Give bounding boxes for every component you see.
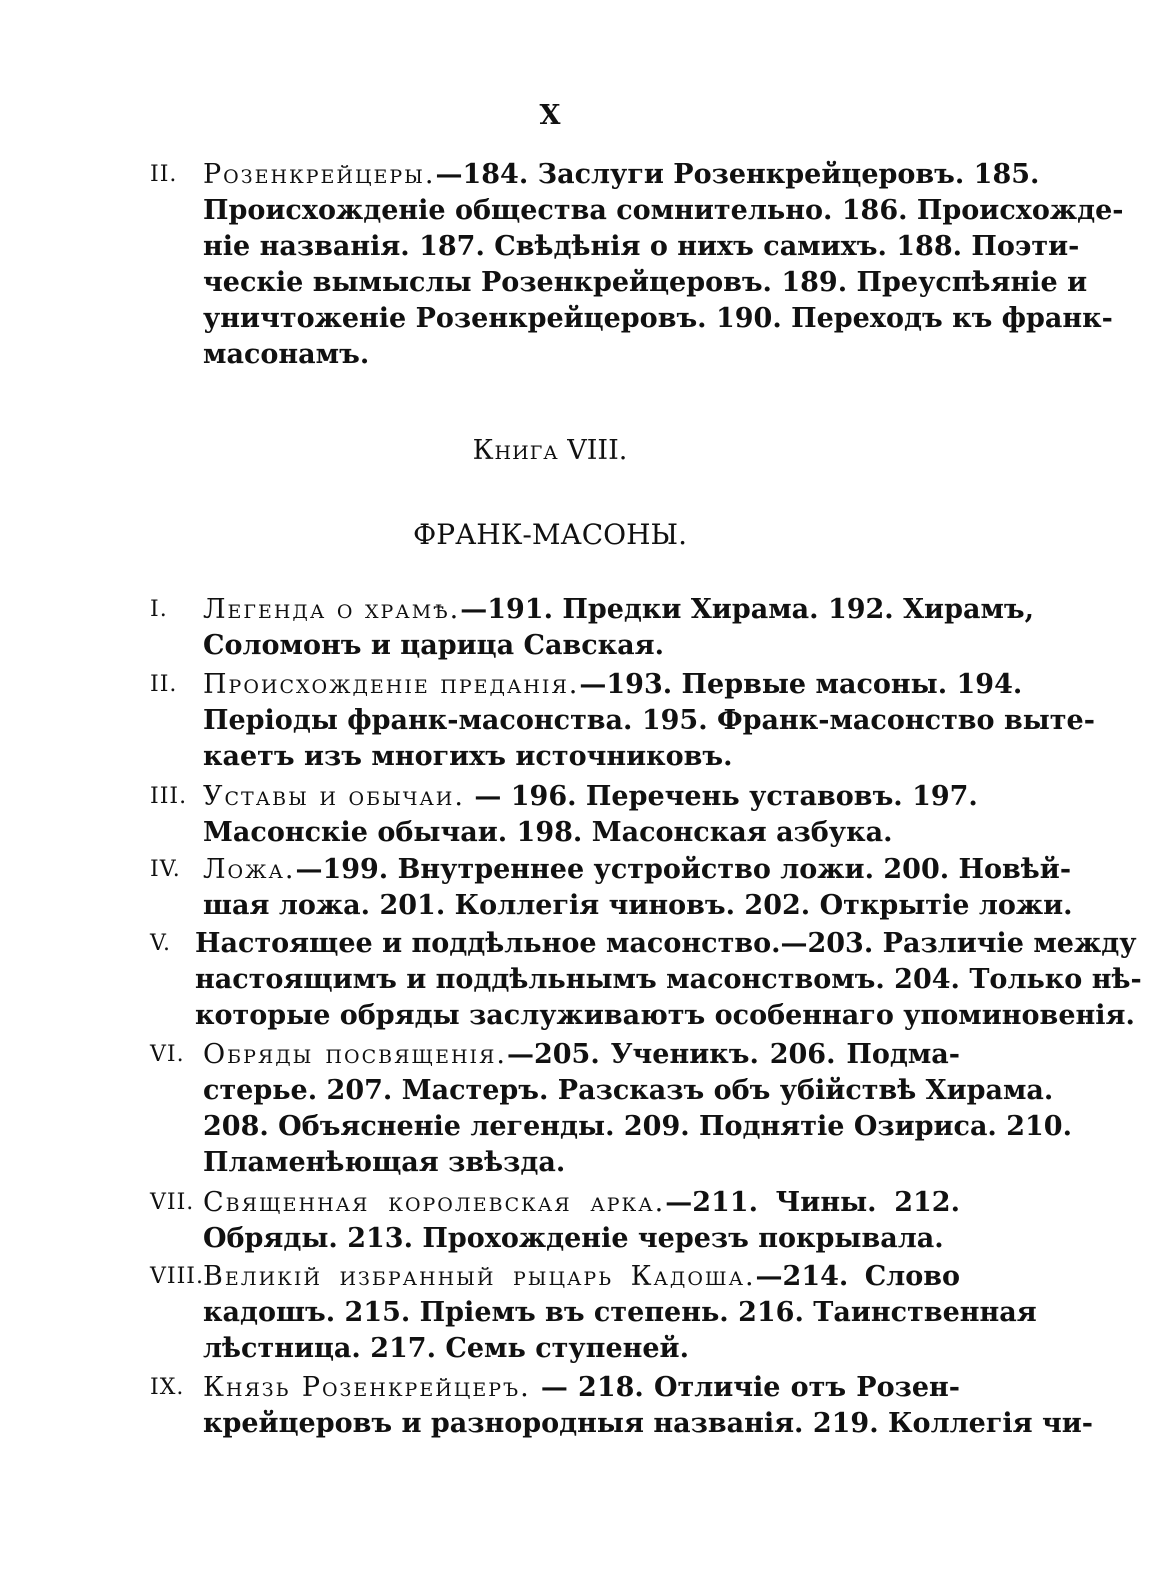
- entry-number: II.: [150, 672, 178, 697]
- entry-line: Масонскіе обычаи. 198. Масонская азбука.: [203, 817, 893, 848]
- entry-number: IX.: [150, 1375, 185, 1400]
- entry-line: лѣстница. 217. Семь ступеней.: [203, 1333, 689, 1364]
- entry-heading: Священная королевская арка.: [203, 1187, 666, 1218]
- entry-line: —184. Заслуги Розенкрейцеровъ. 185.: [435, 159, 1040, 190]
- entry-heading: Обряды посвященія.: [203, 1039, 507, 1070]
- entry-line: —191. Предки Хирама. 192. Хирамъ,: [460, 594, 1035, 625]
- entry-line: ческіе вымыслы Розенкрейцеровъ. 189. Преуспѣяніе и: [203, 267, 1088, 298]
- entry-number: IV.: [150, 857, 181, 882]
- entry-number: V.: [150, 931, 172, 956]
- toc-entry-8: [150, 1259, 1037, 1367]
- entry-heading: Розенкрейцеры.: [203, 159, 436, 190]
- entry-number: VI.: [150, 1042, 185, 1067]
- entry-line: Настоящее и поддѣльное масонство.—203. Различіе между: [195, 928, 1137, 959]
- entry-line: каетъ изъ многихъ источниковъ.: [203, 741, 733, 772]
- entry-line: — 218. Отличіе отъ Розен-: [530, 1372, 960, 1403]
- entry-heading: Князь Розенкрейцеръ.: [203, 1372, 531, 1403]
- entry-line: — 196. Перечень уставовъ. 197.: [464, 781, 978, 812]
- entry-heading: Великій избранный рыцарь Кадоша.: [203, 1261, 756, 1292]
- entry-line: Происхожденіе общества сомнительно. 186. Происхожде-: [203, 195, 1124, 226]
- toc-entry-4: [150, 852, 1073, 924]
- entry-line: —214. Слово: [755, 1261, 960, 1292]
- toc-entry-9: [150, 1370, 1093, 1442]
- entry-line: ніе названія. 187. Свѣдѣнія о нихъ самихъ. 188. Поэти-: [203, 231, 1080, 262]
- entry-line: шая ложа. 201. Коллегія чиновъ. 202. Открытіе ложи.: [203, 890, 1073, 921]
- entry-line: 208. Объясненіе легенды. 209. Поднятіе Озириса. 210.: [203, 1111, 1072, 1142]
- entry-line: —211. Чины. 212.: [665, 1187, 960, 1218]
- toc-entry-5: [150, 926, 1142, 1034]
- entry-line: —193. Первые масоны. 194.: [579, 669, 1023, 700]
- toc-entry-7: [150, 1185, 960, 1257]
- entry-line: которые обряды заслуживаютъ особеннаго упоминовенія.: [195, 1000, 1135, 1031]
- toc-entry-rosicrucians: [150, 157, 1124, 373]
- page-folio: X: [539, 100, 561, 131]
- entry-line: настоящимъ и поддѣльнымъ масонствомъ. 204. Только нѣ-: [195, 964, 1142, 995]
- toc-entry-1: [150, 592, 1035, 664]
- entry-heading: Легенда о храмѣ.: [203, 594, 461, 625]
- entry-number: II.: [150, 162, 178, 187]
- entry-heading: Ложа.: [203, 854, 296, 885]
- entry-line: стерье. 207. Мастеръ. Разсказъ объ убійствѣ Хирама.: [203, 1075, 1054, 1106]
- entry-number: VIII.: [150, 1264, 204, 1289]
- entry-line: крейцеровъ и разнородныя названія. 219. Коллегія чи-: [203, 1408, 1093, 1439]
- book-number: VIII.: [567, 435, 628, 466]
- entry-line: Обряды. 213. Прохожденіе черезъ покрывала.: [203, 1223, 944, 1254]
- entry-line: Соломонъ и царица Савская.: [203, 630, 665, 661]
- entry-line: Пламенѣющая звѣзда.: [203, 1147, 566, 1178]
- entry-heading: Происхожденіе преданія.: [203, 669, 580, 700]
- entry-line: Періоды франк-масонства. 195. Франк-масонство выте-: [203, 705, 1095, 736]
- toc-entry-6: [150, 1037, 1072, 1181]
- entry-number: I.: [150, 597, 168, 622]
- entry-number: III.: [150, 784, 188, 809]
- entry-line: —205. Ученикъ. 206. Подма-: [506, 1039, 960, 1070]
- entry-line: кадошъ. 215. Пріемъ въ степень. 216. Таинственная: [203, 1297, 1037, 1328]
- entry-line: —199. Внутреннее устройство ложи. 200. Новѣй-: [295, 854, 1072, 885]
- toc-entry-3: [150, 779, 978, 851]
- entry-heading: Уставы и обычаи.: [203, 781, 465, 812]
- book-word: Книга: [472, 435, 559, 466]
- entry-line: масонамъ.: [203, 339, 370, 370]
- entry-line: уничтоженіе Розенкрейцеровъ. 190. Переходъ къ франк-: [203, 303, 1113, 334]
- book-heading: [0, 435, 1100, 466]
- entry-number: VII.: [150, 1190, 195, 1215]
- section-title: ФРАНК-МАСОНЫ.: [413, 518, 687, 551]
- toc-entry-2: [150, 667, 1095, 775]
